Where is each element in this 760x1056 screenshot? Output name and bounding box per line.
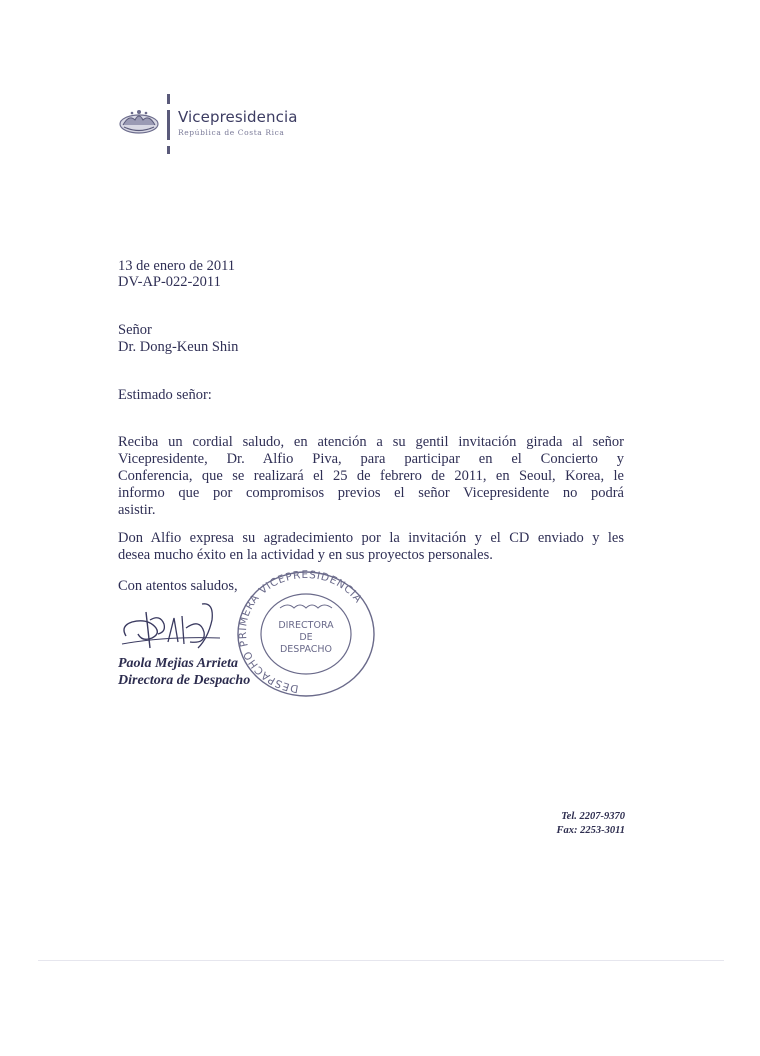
- stamp-center-line: DESPACHO: [279, 644, 333, 655]
- recipient-name: Dr. Dong-Keun Shin: [118, 339, 239, 355]
- letterhead: [116, 90, 336, 160]
- paragraph-2-line: Don Alfio expresa su agradecimiento por la invitación y el CD enviado y les: [118, 530, 624, 546]
- handwritten-signature: [116, 598, 226, 658]
- contact-fax: Fax: 2253-3011: [556, 825, 625, 836]
- recipient-title: Señor: [118, 322, 152, 338]
- divider-bar: [167, 110, 170, 140]
- costa-rica-coat-of-arms-icon: [118, 106, 160, 138]
- org-name: Vicepresidencia: [178, 108, 298, 126]
- paragraph-2-line: desea mucho éxito en la actividad y en sus proyectos personales.: [118, 547, 493, 563]
- paragraph-1-line: asistir.: [118, 502, 156, 518]
- letter-reference: DV-AP-022-2011: [118, 274, 221, 290]
- divider-bar-top: [167, 94, 170, 104]
- contact-phone: Tel. 2207-9370: [561, 811, 625, 822]
- stamp-ring-text: DESPACHO PRIMERA VICEPRESIDENCIA: [236, 568, 365, 695]
- official-stamp: [232, 568, 380, 700]
- signatory-name: Paola Mejias Arrieta: [118, 656, 239, 671]
- paragraph-1-line: informo que por compromisos previos el señor Vicepresidente no podrá: [118, 485, 624, 501]
- org-subtitle: República de Costa Rica: [178, 128, 285, 137]
- stamp-center-line: DE: [299, 632, 313, 643]
- letter-date: 13 de enero de 2011: [118, 258, 236, 274]
- paragraph-1-line: Conferencia, que se realizará el 25 de febrero de 2011, en Seoul, Korea, le: [118, 468, 624, 484]
- closing: Con atentos saludos,: [118, 578, 238, 594]
- divider-bar-bottom: [167, 146, 170, 154]
- salutation: Estimado señor:: [118, 387, 212, 403]
- signatory-title: Directora de Despacho: [118, 673, 251, 688]
- stamp-center-line: DIRECTORA: [278, 620, 334, 631]
- paragraph-1-line: Vicepresidente, Dr. Alfio Piva, para participar en el Concierto y: [118, 451, 624, 467]
- paragraph-1-line: Reciba un cordial saludo, en atención a su gentil invitación girada al señor: [118, 434, 624, 450]
- page-edge-line: [38, 960, 724, 961]
